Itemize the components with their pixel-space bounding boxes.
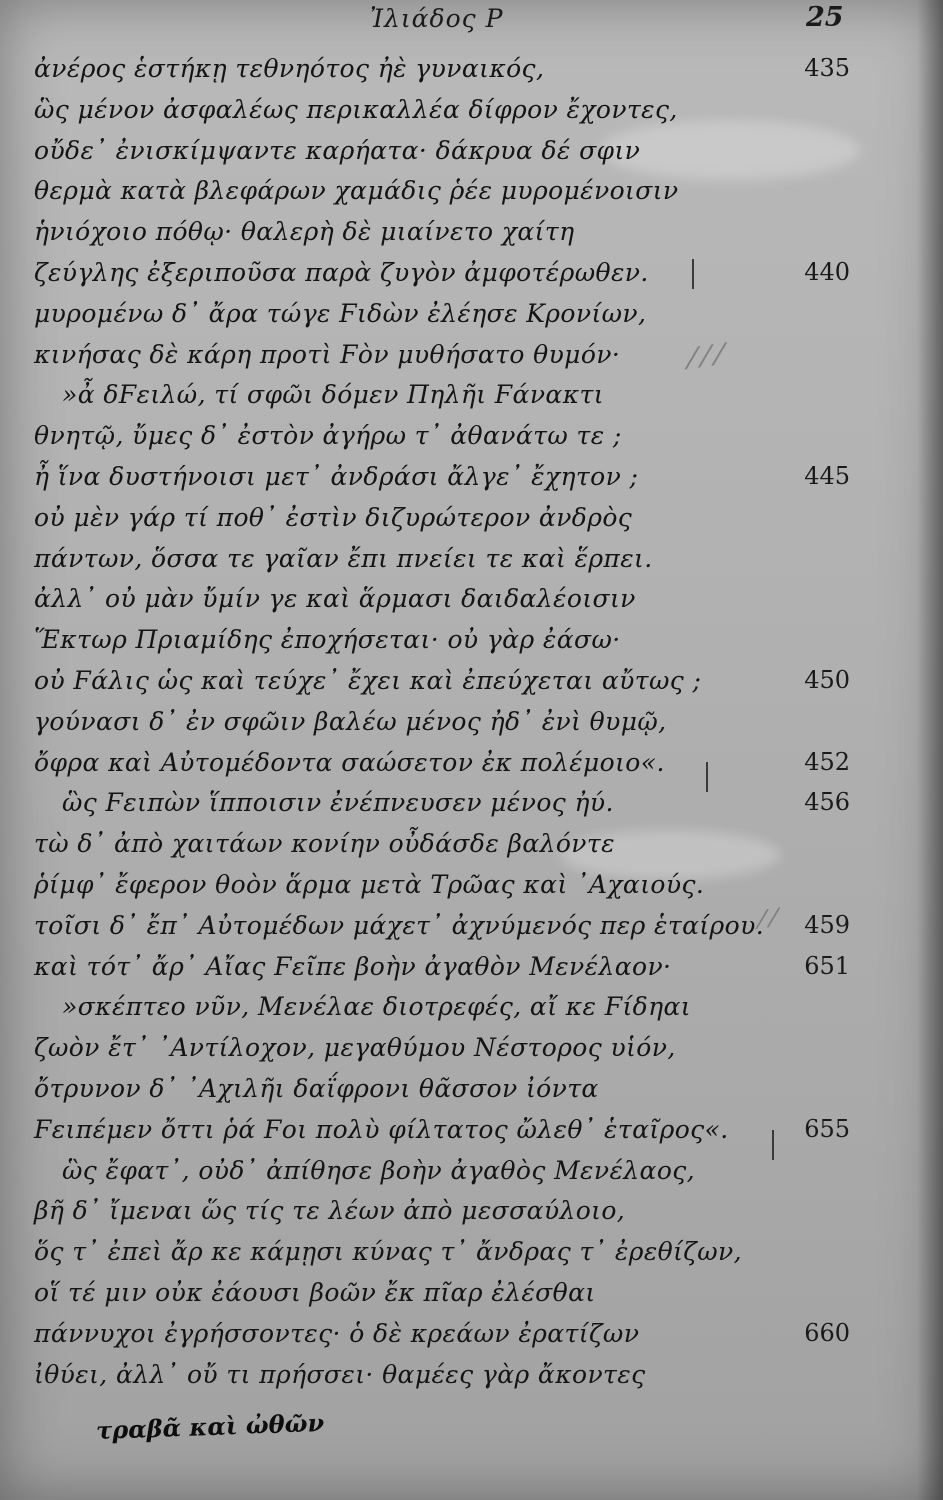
verse-text: ὄτρυνον δ᾿ ᾿Αχιλῆι δαΐφρονι θᾶσσον ἰόντα (34, 1073, 599, 1103)
verse-line (0, 1109, 943, 1150)
verse-text: πάντων, ὅσσα τε γαῖαν ἔπι πνείει τε καὶ ἕρπει. (34, 543, 653, 573)
verse-line (0, 1272, 943, 1313)
margin-bar (706, 762, 708, 792)
verse-text: οὐ Ϝάλις ὡς καὶ τεύχε᾿ ἔχει καὶ ἐπεύχεται αὔτως ; (34, 665, 702, 695)
verse-line (0, 1150, 943, 1191)
verse-line (0, 619, 943, 660)
verse-line (0, 538, 943, 579)
verse-text: τοῖσι δ᾿ ἔπ᾿ Αὐτομέδων μάχετ᾿ ἀχνύμενός περ ἑταίρου. (34, 910, 765, 940)
verse-text: βῆ δ᾿ ἴμεναι ὥς τίς τε λέων ἀπὸ μεσσαύλοιο, (34, 1196, 626, 1226)
verse-number: 450 (804, 665, 850, 694)
verse-text: ἦ ἵνα δυστήνοισι μετ᾿ ἀνδράσι ἄλγε᾿ ἔχητον ; (34, 461, 639, 491)
verse-text: »σκέπτεο νῦν, Μενέλαε διοτρεφές, αἴ κε Ϝίδηαι (62, 992, 691, 1022)
verse-text: ὅς τ᾿ ἐπεὶ ἄρ κε κάμῃσι κύνας τ᾿ ἄνδρας τ᾿ ἐρεθίζων, (34, 1237, 742, 1267)
verse-line (0, 252, 943, 293)
verse-text: ζεύγλης ἐξεριποῦσα παρὰ ζυγὸν ἀμφοτέρωθεν. (34, 257, 649, 287)
verse-number: 459 (804, 910, 850, 939)
verse-line (0, 48, 943, 89)
verse-text: ῥίμφ᾿ ἔφερον θοὸν ἅρμα μετὰ Τρῶας καὶ ᾿Αχαιούς. (34, 869, 705, 899)
verse-line (0, 986, 943, 1027)
verse-text: μυρομένω δ᾿ ἄρα τώγε Ϝιδὼν ἐλέησε Κρονίων, (34, 298, 647, 328)
verse-line (0, 578, 943, 619)
margin-bar (692, 259, 694, 289)
verse-line (0, 946, 943, 987)
verse-number: 456 (804, 788, 850, 817)
verse-text: »ἆ δϜειλώ, τί σφῶι δόμεν Πηλῆι Ϝάνακτι (62, 380, 604, 410)
verse-list (0, 48, 943, 1394)
margin-bar (772, 1130, 774, 1160)
verse-line (0, 1313, 943, 1354)
verse-text: ἰθύει, ἀλλ᾿ οὔ τι πρήσσει· θαμέες γὰρ ἄκοντες (34, 1359, 646, 1389)
verse-line (0, 374, 943, 415)
verse-text: οὐ μὲν γάρ τί ποθ᾿ ἐστὶν διζυρώτερον ἀνδρὸς (34, 502, 633, 532)
verse-text: Ἕκτωρ Πριαμίδης ἐποχήσεται· οὐ γὰρ ἐάσω· (34, 625, 621, 655)
verse-line (0, 415, 943, 456)
verse-line (0, 1190, 943, 1231)
handwritten-note: τραβᾶ καὶ ὠθῶν (95, 1408, 325, 1445)
verse-line (0, 293, 943, 334)
verse-text: γούνασι δ᾿ ἐν σφῶιν βαλέω μένος ἠδ᾿ ἐνὶ θυμῷ, (34, 706, 667, 736)
verse-line (0, 1231, 943, 1272)
verse-line (0, 782, 943, 823)
verse-text: θνητῷ, ὔμες δ᾿ ἐστὸν ἀγήρω τ᾿ ἀθανάτω τε ; (34, 421, 622, 451)
verse-text: Ϝειπέμεν ὄττι ῥά Ϝοι πολὺ φίλτατος ὤλεθ᾿ ἑταῖρος«. (34, 1114, 729, 1144)
verse-line (0, 701, 943, 742)
verse-text: οὔδε᾿ ἐνισκίμψαντε καρήατα· δάκρυα δέ σφιν (34, 135, 641, 165)
verse-text: κινήσας δὲ κάρη προτὶ Ϝὸν μυθήσατο θυμόν· (34, 339, 621, 369)
verse-line (0, 211, 943, 252)
page-number: 25 (806, 2, 844, 33)
verse-line (0, 864, 943, 905)
verse-text: καὶ τότ᾿ ἄρ᾿ Αἴας Ϝεῖπε βοὴν ἀγαθὸν Μενέλαον· (34, 951, 672, 981)
verse-line (0, 1354, 943, 1395)
verse-text: πάννυχοι ἐγρήσσοντες· ὁ δὲ κρεάων ἐρατίζων (34, 1318, 640, 1348)
verse-number: 435 (804, 54, 850, 82)
verse-number: 651 (804, 951, 850, 980)
verse-line (0, 334, 943, 375)
verse-line (0, 742, 943, 783)
verse-text: ὄφρα καὶ Αὐτομέδοντα σαώσετον ἐκ πολέμοιο«. (34, 747, 665, 777)
verse-number: 655 (804, 1114, 850, 1143)
verse-number: 660 (804, 1318, 850, 1347)
verse-text: ὣς Ϝειπὼν ἵπποισιν ἐνέπνευσεν μένος ἠύ. (62, 788, 614, 818)
verse-text: ἀλλ᾿ οὐ μὰν ὔμίν γε καὶ ἅρμασι δαιδαλέοισιν (34, 584, 636, 614)
verse-line (0, 130, 943, 171)
verse-number: 445 (804, 461, 850, 490)
verse-line (0, 89, 943, 130)
verse-line (0, 1068, 943, 1109)
verse-text: τὼ δ᾿ ἀπὸ χαιτάων κονίην οὖδάσδε βαλόντε (34, 829, 615, 859)
verse-line (0, 660, 943, 701)
verse-line (0, 497, 943, 538)
verse-text: θερμὰ κατὰ βλεφάρων χαμάδις ῥέε μυρομένοισιν (34, 176, 679, 206)
verse-text: οἵ τέ μιν οὐκ ἐάουσι βοῶν ἔκ πῖαρ ἐλέσθαι (34, 1277, 596, 1307)
verse-line (0, 823, 943, 864)
faint-pencil-mark: ⁄ ⁄ ⁄ (687, 337, 724, 376)
verse-line (0, 456, 943, 497)
verse-number: 452 (804, 747, 850, 776)
verse-text: ὣς μένον ἀσφαλέως περικαλλέα δίφρον ἔχοντες, (34, 94, 678, 124)
verse-line (0, 905, 943, 946)
verse-line (0, 1027, 943, 1068)
verse-text: ζωὸν ἔτ᾿ ᾿Αντίλοχον, μεγαθύμου Νέστορος υἱόν, (34, 1033, 676, 1063)
faint-pencil-mark: ⁄ ⁄ (758, 904, 778, 934)
verse-text: ὣς ἔφατ᾿, οὐδ᾿ ἀπίθησε βοὴν ἀγαθὸς Μενέλαος, (62, 1155, 696, 1185)
verse-text: ἀνέρος ἑστήκῃ τεθνηότος ἠὲ γυναικός, (34, 54, 545, 83)
verse-line (0, 170, 943, 211)
verse-number: 440 (804, 257, 850, 286)
verse-text: ἡνιόχοιο πόθῳ· θαλερὴ δὲ μιαίνετο χαίτη (34, 217, 575, 247)
running-title: Ἰλιάδος Ρ (370, 4, 504, 33)
